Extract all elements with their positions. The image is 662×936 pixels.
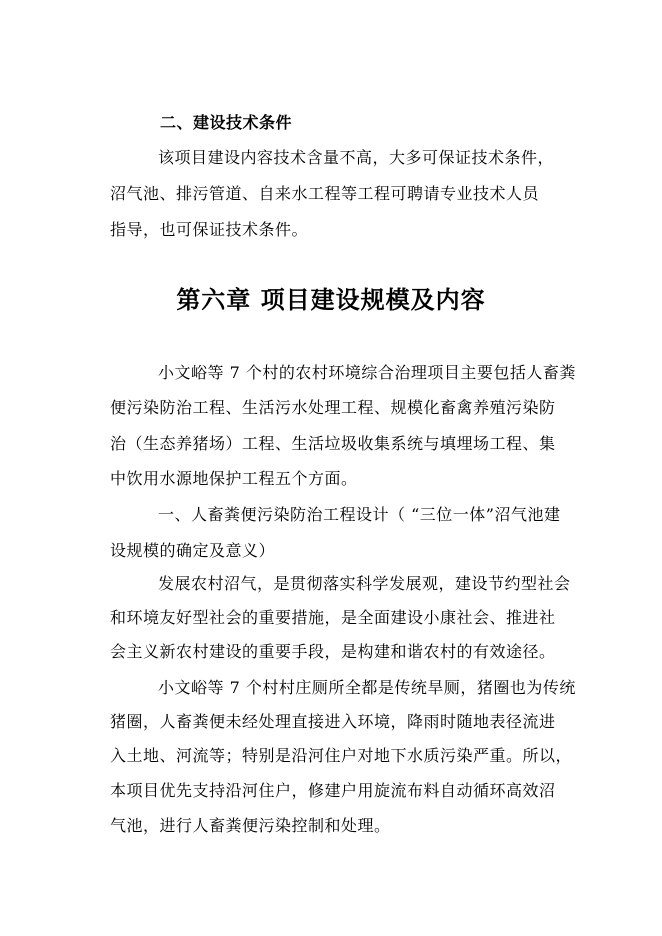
subsection-heading: 一、人畜粪便污染防治工程设计（ “三位一体”沼气池建 <box>158 505 561 524</box>
paragraph-line: 该项目建设内容技术含量不高，大多可保证技术条件， <box>158 148 555 167</box>
paragraph-line: 入土地、河流等；特别是沿河住户对地下水质污染严重。所以， <box>110 746 573 765</box>
section-heading-tech-conditions: 二、建设技术条件 <box>160 113 293 132</box>
chapter-title: 第六章 项目建设规模及内容 <box>176 285 486 314</box>
paragraph-line: 会主义新农村建设的重要手段，是构建和谐农村的有效途径。 <box>110 642 556 661</box>
paragraph-line: 发展农村沼气，是贯彻落实科学发展观，建设节约型社会 <box>158 574 571 593</box>
paragraph-line: 沼气池、排污管道、自来水工程等工程可聘请专业技术人员 <box>110 184 540 203</box>
subsection-heading: 设规模的确定及意义） <box>110 541 276 560</box>
paragraph-line: 猪圈，人畜粪便未经处理直接进入环境，降雨时随地表径流进 <box>110 712 556 731</box>
paragraph-line: 气池，进行人畜粪便污染控制和处理。 <box>110 816 391 835</box>
paragraph-line: 便污染防治工程、生活污水处理工程、规模化畜禽养殖污染防 <box>110 398 556 417</box>
paragraph-line: 和环境友好型社会的重要措施，是全面建设小康社会、推进社 <box>110 608 556 627</box>
paragraph-line: 本项目优先支持沿河住户，修建户用旋流布料自动循环高效沼 <box>110 781 556 800</box>
paragraph-line: 治（生态养猪场）工程、生活垃圾收集系统与填埋场工程、集 <box>110 434 556 453</box>
paragraph-line: 指导，也可保证技术条件。 <box>110 220 309 239</box>
paragraph-line: 小文峪等 7 个村的农村环境综合治理项目主要包括人畜粪 <box>158 363 576 382</box>
paragraph-line: 中饮用水源地保护工程五个方面。 <box>110 469 358 488</box>
paragraph-line: 小文峪等 7 个村村庄厕所全都是传统旱厕，猪圈也为传统 <box>158 678 576 697</box>
